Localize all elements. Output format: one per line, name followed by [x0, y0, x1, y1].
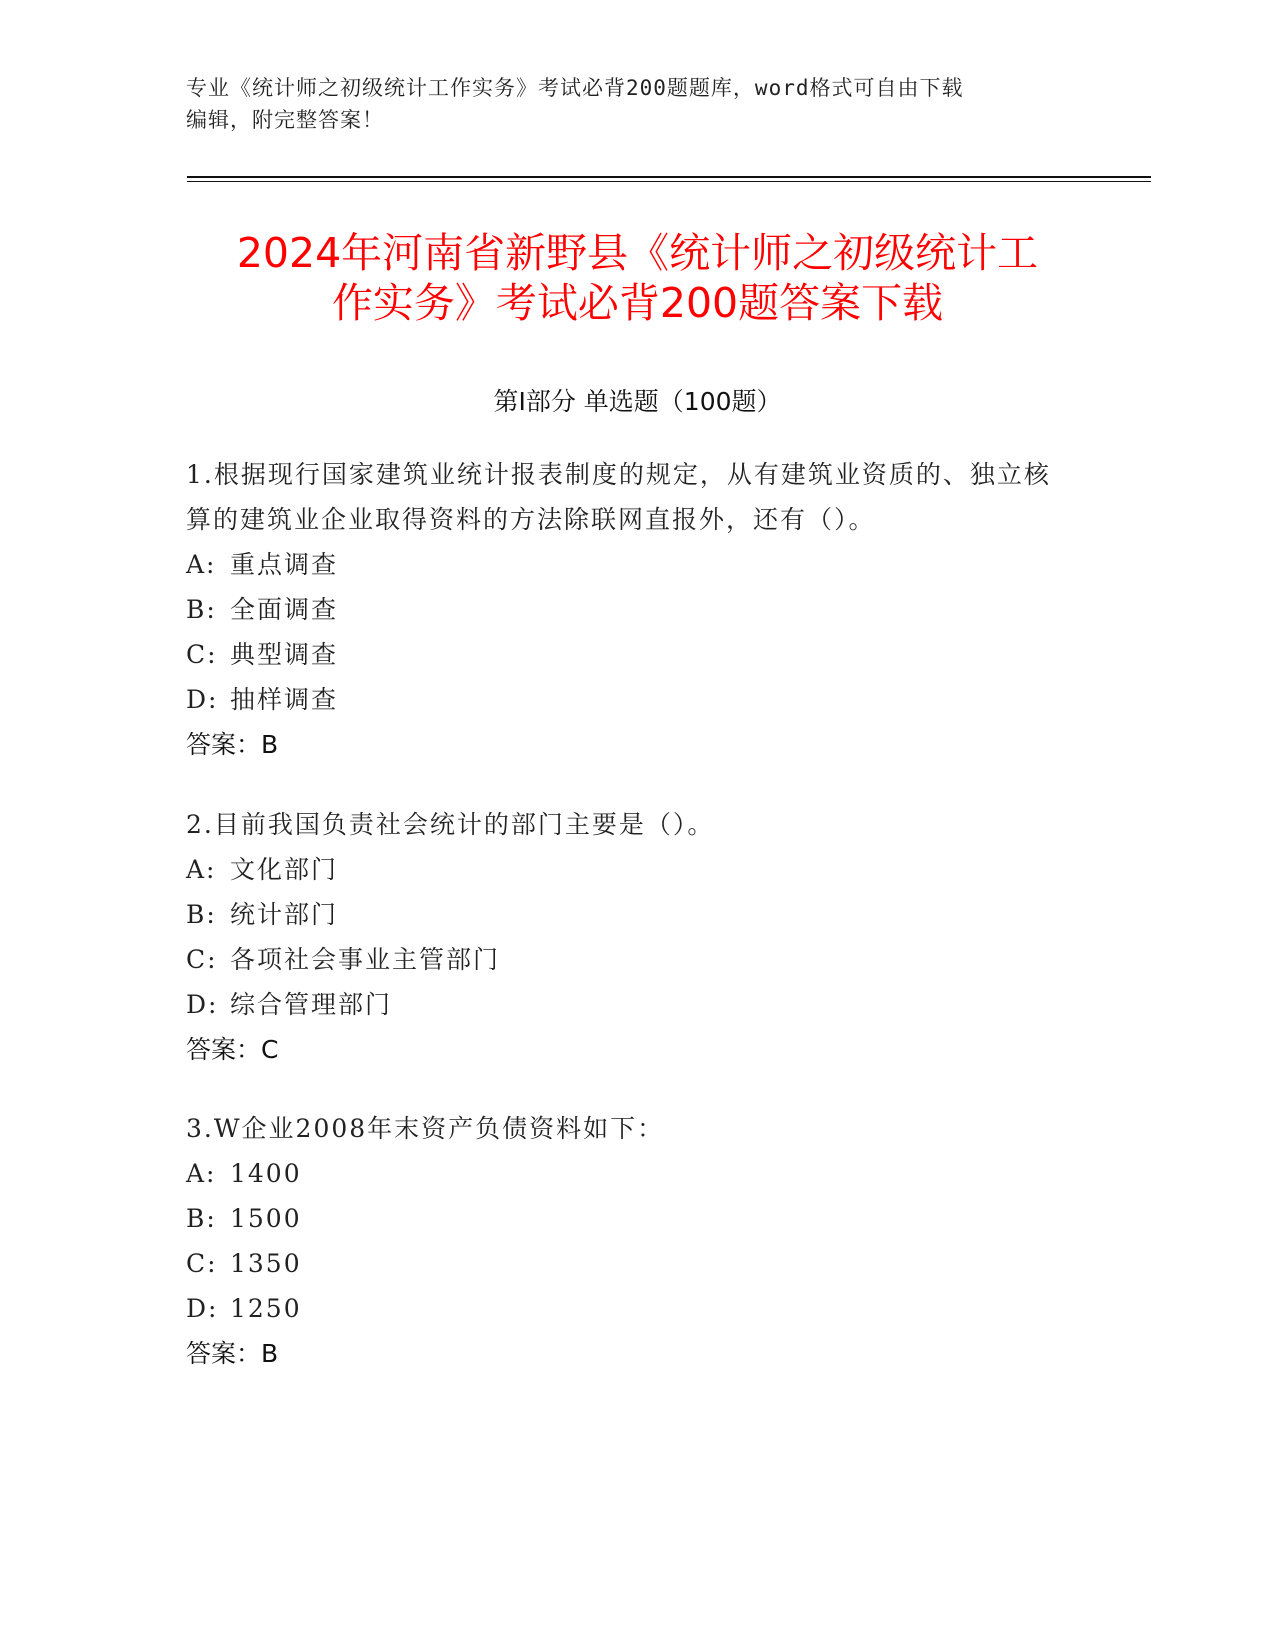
header-divider-thick: [187, 176, 1151, 178]
option-text: 文化部门: [230, 855, 339, 884]
option-key: D:: [186, 1294, 219, 1323]
question-option-a: [186, 1151, 1066, 1196]
option-text: 1350: [230, 1249, 302, 1278]
question-answer: 答案：B: [186, 1339, 279, 1368]
question-option-d: [186, 982, 1066, 1027]
question-option-b: [186, 587, 1066, 632]
option-text: 典型调查: [230, 640, 339, 669]
question-option-c: [186, 632, 1066, 677]
option-key: D:: [186, 685, 219, 714]
question-stem: 3.W企业2008年末资产负债资料如下：: [186, 1114, 665, 1143]
option-key: A:: [186, 1159, 217, 1188]
option-text: 重点调查: [230, 550, 339, 579]
question-option-a: [186, 542, 1066, 587]
option-key: C:: [186, 945, 218, 974]
question-stem: 1.根据现行国家建筑业统计报表制度的规定，从有建筑业资质的、独立核算的建筑业企业取得资料的方法除联网直报外，还有（）。: [186, 460, 1051, 534]
header-note: [186, 72, 1066, 136]
question-option-c: [186, 1241, 1066, 1286]
question-option-d: [186, 1286, 1066, 1331]
question-option-d: [186, 677, 1066, 722]
option-key: B:: [186, 1204, 217, 1233]
option-text: 抽样调查: [230, 685, 339, 714]
document-title-line-2: 作实务》考试必背200题答案下载: [331, 279, 944, 327]
option-key: B:: [186, 595, 217, 624]
question-option-a: [186, 847, 1066, 892]
header-divider-thin: [187, 181, 1151, 182]
option-key: A:: [186, 550, 217, 579]
option-text: 1250: [230, 1294, 302, 1323]
question-1: [186, 452, 1066, 767]
header-note-line-1: 专业《统计师之初级统计工作实务》考试必背200题题库，word格式可自由下载: [186, 76, 964, 100]
question-option-c: [186, 937, 1066, 982]
question-option-b: [186, 892, 1066, 937]
section-heading: 第Ⅰ部分 单选题（100题）: [493, 387, 782, 416]
option-text: 综合管理部门: [230, 990, 393, 1019]
option-key: C:: [186, 1249, 218, 1278]
header-note-line-2: 编辑，附完整答案！: [186, 108, 384, 132]
question-option-b: [186, 1196, 1066, 1241]
question-answer: 答案：C: [186, 1035, 279, 1064]
option-key: B:: [186, 900, 217, 929]
question-2: [186, 802, 1066, 1072]
question-answer: 答案：B: [186, 730, 279, 759]
option-text: 1400: [230, 1159, 302, 1188]
document-title: [150, 228, 1125, 328]
option-text: 各项社会事业主管部门: [230, 945, 501, 974]
option-text: 1500: [230, 1204, 302, 1233]
question-stem: 2.目前我国负责社会统计的部门主要是（）。: [186, 810, 715, 839]
option-key: A:: [186, 855, 217, 884]
option-text: 统计部门: [230, 900, 339, 929]
option-key: C:: [186, 640, 218, 669]
question-3: [186, 1106, 1066, 1376]
document-title-line-1: 2024年河南省新野县《统计师之初级统计工: [236, 229, 1039, 277]
option-text: 全面调查: [230, 595, 339, 624]
option-key: D:: [186, 990, 219, 1019]
